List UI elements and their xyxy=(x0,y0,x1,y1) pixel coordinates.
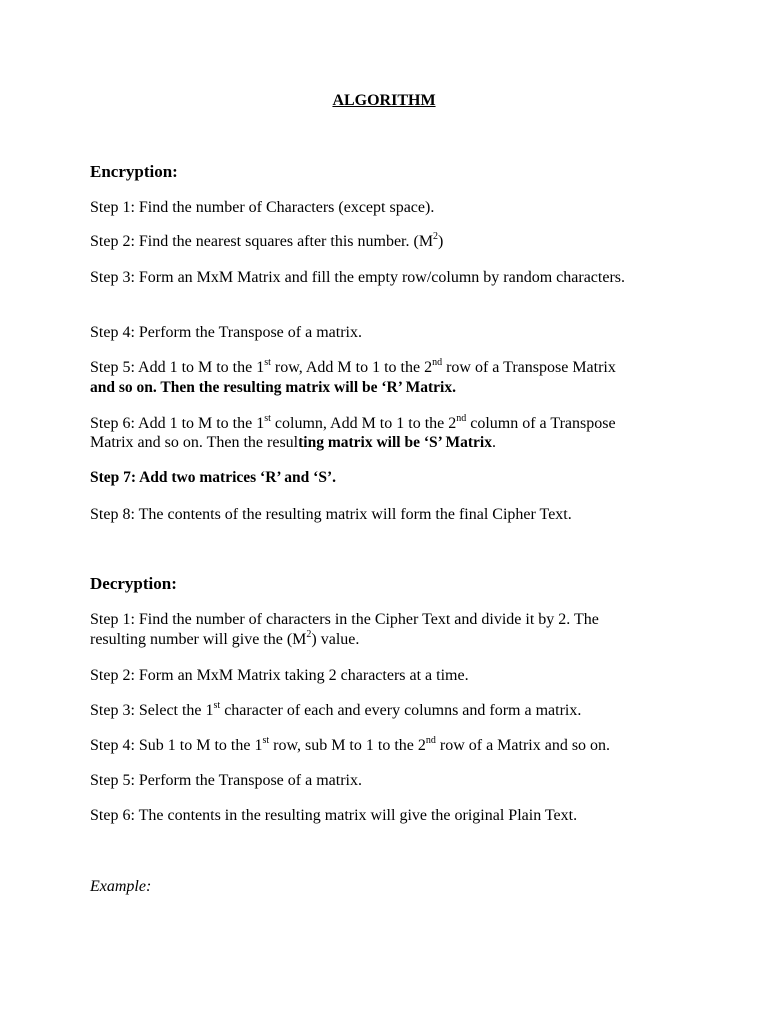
example-label: Example: xyxy=(90,878,152,895)
encryption-step-6 xyxy=(90,414,616,434)
page-title: ALGORITHM xyxy=(332,92,436,109)
superscript: 2 xyxy=(306,628,312,640)
encryption-step-1: Step 1: Find the number of Characters (except space). xyxy=(90,199,435,216)
decryption-step-1-part-b: resulting number will give the (M xyxy=(90,631,307,648)
decryption-step-1-part-c: ) value. xyxy=(311,631,360,648)
decryption-step-4 xyxy=(90,736,610,756)
step-5-part-b: row, Add M to 1 to the 2 xyxy=(270,359,433,376)
decryption-step-4-part-c: row of a Matrix and so on. xyxy=(435,737,611,754)
superscript: st xyxy=(264,412,271,424)
step-6-part-f: . xyxy=(491,434,496,451)
decryption-step-2: Step 2: Form an MxM Matrix taking 2 characters at a time. xyxy=(90,667,469,684)
step-5-part-a: Step 5: Add 1 to M to the 1 xyxy=(90,359,265,376)
encryption-heading: Encryption: xyxy=(90,162,178,181)
step-6-part-e: ting matrix will be ‘S’ Matrix xyxy=(298,434,492,451)
encryption-step-5 xyxy=(90,358,616,378)
encryption-step-3: Step 3: Form an MxM Matrix and fill the empty row/column by random characters. xyxy=(90,269,625,286)
encryption-step-5-continued: and so on. Then the resulting matrix will be ‘R’ Matrix. xyxy=(90,379,456,396)
decryption-step-5: Step 5: Perform the Transpose of a matrix. xyxy=(90,772,362,789)
decryption-step-3-part-b: character of each and every columns and form a matrix. xyxy=(220,702,582,719)
superscript: st xyxy=(213,699,221,711)
encryption-step-7: Step 7: Add two matrices ‘R’ and ‘S’. xyxy=(90,469,336,486)
encryption-step-2-text: Step 2: Find the nearest squares after this number. (M xyxy=(90,233,434,250)
encryption-step-2 xyxy=(90,232,443,252)
step-6-part-a: Step 6: Add 1 to M to the 1 xyxy=(90,415,265,432)
decryption-step-1: Step 1: Find the number of characters in the Cipher Text and divide it by 2. The xyxy=(90,611,599,628)
encryption-step-2-after: ) xyxy=(438,233,444,250)
decryption-step-6: Step 6: The contents in the resulting matrix will give the original Plain Text. xyxy=(90,807,578,824)
decryption-step-1-continued xyxy=(90,630,359,650)
superscript: nd xyxy=(425,734,436,746)
encryption-step-8: Step 8: The contents of the resulting matrix will form the final Cipher Text. xyxy=(90,506,572,523)
superscript: 2 xyxy=(433,230,439,242)
step-6-part-b: column, Add M to 1 to the 2 xyxy=(270,415,457,432)
decryption-heading: Decryption: xyxy=(90,574,177,593)
step-5-part-c: row of a Transpose Matrix xyxy=(442,359,616,376)
superscript: nd xyxy=(432,356,443,368)
step-6-part-d: Matrix and so on. Then the resul xyxy=(90,434,299,451)
decryption-step-4-part-b: row, sub M to 1 to the 2 xyxy=(269,737,426,754)
superscript: nd xyxy=(456,412,467,424)
encryption-step-4: Step 4: Perform the Transpose of a matrix. xyxy=(90,324,362,341)
superscript: st xyxy=(262,734,270,746)
decryption-step-3-part-a: Step 3: Select the 1 xyxy=(90,702,214,719)
superscript: st xyxy=(264,356,271,368)
decryption-step-4-part-a: Step 4: Sub 1 to M to the 1 xyxy=(90,737,263,754)
step-6-part-c: column of a Transpose xyxy=(466,415,616,432)
decryption-step-3 xyxy=(90,701,581,721)
encryption-step-6-continued xyxy=(90,433,496,453)
